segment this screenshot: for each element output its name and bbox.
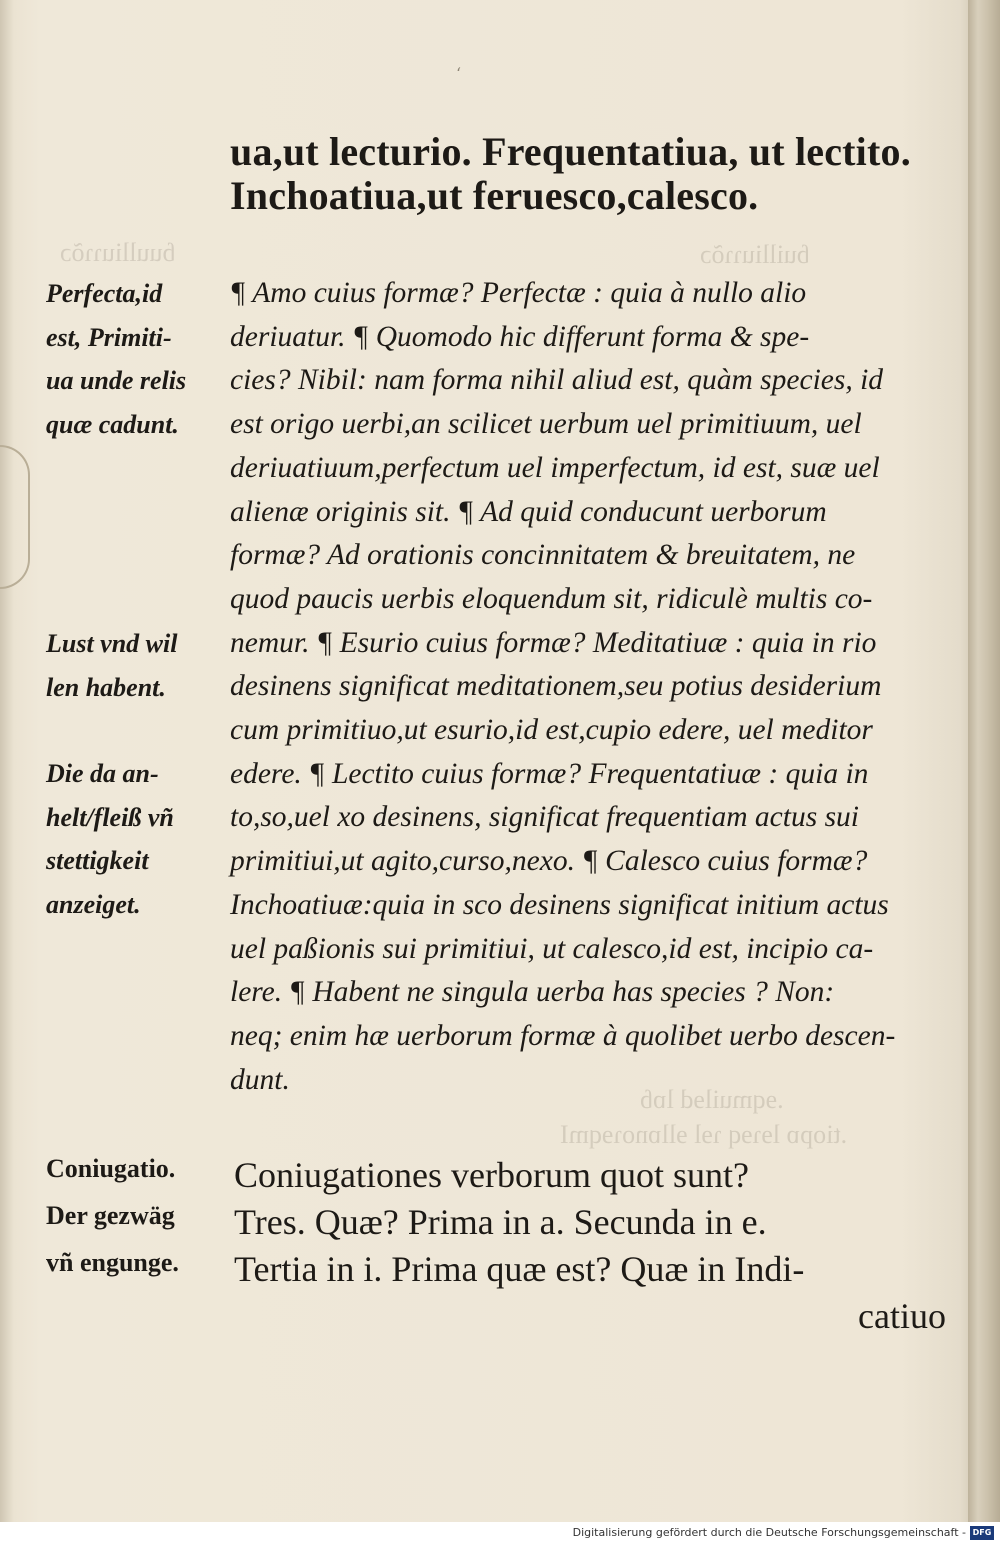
page-edge bbox=[968, 0, 1000, 1522]
show-through-text: .tiopɒ lɘɿɘq ɿɘl ɘllɒnoɿɘqmI bbox=[560, 1120, 848, 1149]
text-line: edere. ¶ Lectito cuius formæ? Frequentatiuæ : quia in bbox=[230, 757, 869, 790]
margin-note-line: Coniugatio. bbox=[46, 1154, 176, 1183]
margin-note-line: vñ engunge. bbox=[46, 1248, 179, 1277]
footer-bar bbox=[0, 1522, 1000, 1546]
funding-credit: Digitalisierung gefördert durch die Deutsche Forschungsgemeinschaft - bbox=[572, 1526, 966, 1539]
margin-note-line: quæ cadunt. bbox=[46, 410, 179, 440]
text-line: to,so,uel xo desinens, significat frequentiam actus sui bbox=[230, 801, 859, 834]
text-line: quod paucis uerbis eloquendum sit, ridiculè multis co- bbox=[230, 582, 873, 615]
text-line: formæ? Ad orationis concinnitatem & breuitatem, ne bbox=[230, 539, 856, 572]
margin-note-line: est, Primiti- bbox=[46, 322, 172, 352]
margin-note-line: Die da an- bbox=[46, 759, 159, 788]
text-line: deriuatur. ¶ Quomodo hic differunt forma & spe- bbox=[230, 320, 810, 353]
show-through-text: ɓuulliuɿɿõɔ bbox=[60, 238, 176, 267]
section-line: Coniugationes verborum quot sunt? bbox=[234, 1155, 749, 1195]
text-line: cies? Nibil: nam forma nihil aliud est, quàm species, id bbox=[230, 364, 884, 397]
text-line: neq; enim hæ uerborum formæ à quolibet uerbo descen- bbox=[230, 1019, 896, 1052]
margin-note-line: Lust vnd wil bbox=[46, 629, 178, 658]
text-line: deriuatiuum,perfectum uel imperfectum, id est, suæ uel bbox=[230, 451, 880, 484]
margin-note-line: ua unde relis bbox=[46, 366, 187, 396]
section-line: Tres. Quæ? Prima in a. Secunda in e. bbox=[234, 1202, 767, 1242]
catchword: catiuo bbox=[858, 1296, 946, 1336]
margin-note-anhelt bbox=[46, 752, 231, 927]
margin-note-line: len habent. bbox=[46, 672, 166, 702]
text-line: desinens significat meditationem,seu potius desiderium bbox=[230, 670, 882, 703]
text-line: primitiui,ut agito,curso,nexo. ¶ Calesco cuius formæ? bbox=[230, 845, 868, 878]
main-text-block bbox=[230, 272, 955, 1102]
dfg-logo: DFG bbox=[970, 1526, 994, 1540]
text-line: uel paßionis sui primitiui, ut calesco,id est, incipio ca- bbox=[230, 932, 874, 965]
margin-note-line: Der gezwäg bbox=[46, 1201, 175, 1230]
coniugationes-section bbox=[234, 1152, 964, 1340]
binding-tab bbox=[0, 445, 30, 589]
text-line: ¶ Amo cuius formæ? Perfectæ : quia à nullo alio bbox=[230, 277, 807, 309]
text-line: dunt. bbox=[230, 1063, 290, 1096]
signature-mark: ʻ bbox=[456, 64, 462, 83]
section-line: Tertia in i. Prima quæ est? Quæ in Indi- bbox=[234, 1249, 805, 1289]
running-head-line: Inchoatiua,ut feruesco,calesco. bbox=[230, 173, 759, 218]
margin-note-line: Perfecta,id bbox=[46, 279, 163, 308]
margin-note-line: helt/fleiß vñ bbox=[46, 802, 174, 832]
running-head-line: ua,ut lecturio. Frequentatiua, ut lectito. bbox=[230, 129, 911, 174]
margin-note-line: anzeiget. bbox=[46, 890, 141, 920]
show-through-text: ɓuilliuɿɿõɔ bbox=[700, 240, 810, 269]
running-head bbox=[230, 130, 960, 218]
margin-note-perfecta bbox=[46, 272, 231, 447]
text-line: cum primitiuo,ut esurio,id est,cupio edere, uel meditor bbox=[230, 714, 873, 747]
text-line: lere. ¶ Habent ne singula uerba has species ? Non: bbox=[230, 976, 835, 1009]
margin-note-lust bbox=[46, 622, 231, 709]
text-line: est origo uerbi,an scilicet uerbum uel primitiuum, uel bbox=[230, 408, 862, 441]
margin-note-coniugatio bbox=[46, 1145, 231, 1286]
text-line: Inchoatiuæ:quia in sco desinens significat initium actus bbox=[230, 888, 889, 921]
margin-note-line: stettigkeit bbox=[46, 846, 149, 876]
text-line: alienæ originis sit. ¶ Ad quid conducunt uerborum bbox=[230, 495, 827, 528]
text-line: nemur. ¶ Esurio cuius formæ? Meditatiuæ : quia in rio bbox=[230, 626, 877, 659]
show-through-text: .ɘqmuilɘd lɒɓ bbox=[640, 1085, 784, 1114]
